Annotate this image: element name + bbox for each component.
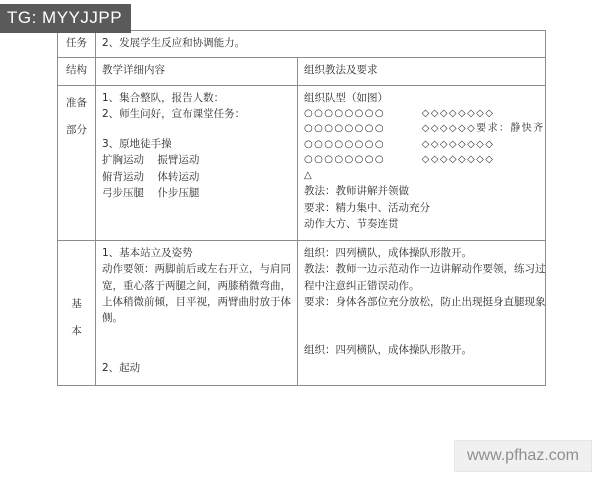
row-label-line: 部分	[66, 123, 87, 136]
formation-row: ○○○○○○○○ ◇◇◇◇◇◇◇◇	[304, 107, 495, 119]
text-line: 2、师生问好，宣布课堂任务：	[102, 107, 246, 120]
text-line: 俯背运动 体转运动	[102, 170, 200, 183]
text-line: 上体稍微前倾，目平视，两臂曲肘放于体	[102, 295, 291, 308]
preparation-method-cell	[298, 85, 546, 241]
main-method-cell	[298, 241, 546, 386]
spacer-line	[102, 122, 291, 136]
spacer-line	[304, 326, 539, 342]
text-line: 扩胸运动 振臂运动	[102, 154, 200, 167]
text-line: 动作要领：两脚前后或左右开立，与肩同	[102, 263, 291, 276]
text-line: 侧。	[102, 312, 123, 325]
text-line: 教法：教师讲解并领做	[304, 185, 409, 198]
row-label-cell-main	[58, 241, 96, 386]
text-line: 要求：身体各部位充分放松，防止出现挺身直腿现象	[304, 295, 546, 308]
text-line: 教法：教师一边示范动作一边讲解动作要领，练习过	[304, 263, 546, 276]
formation-row: ○○○○○○○○ ◇◇◇◇◇◇◇◇	[304, 138, 495, 150]
main-content-cell	[96, 241, 298, 386]
row-label-preparation	[60, 90, 93, 145]
text-line: 弓步压腿 仆步压腿	[102, 186, 200, 199]
row-label-cell	[58, 31, 96, 58]
spacer-line	[304, 310, 539, 326]
preparation-content-cell	[96, 85, 298, 241]
text-line: 组织队型（如图）	[304, 91, 388, 104]
table-header-row	[58, 58, 546, 85]
row-content-cell	[96, 31, 546, 58]
text-line: 宽，重心落于两腿之间，两膝稍微弯曲，	[102, 279, 291, 292]
formation-row: ○○○○○○○○ ◇◇◇◇◇◇要求：静快齐	[304, 123, 545, 135]
row-label: 任务	[66, 37, 87, 49]
row-label-line: 基	[71, 298, 82, 311]
column-header-structure: 结构	[66, 64, 87, 77]
table-row-main	[58, 241, 546, 386]
text-line: 程中注意纠正错误动作。	[304, 279, 420, 292]
text-line: 3、原地徒手操	[102, 138, 172, 151]
text-line: 1、集合整队，报告人数：	[102, 91, 225, 104]
spacer-line	[102, 326, 291, 360]
text-line: 动作大方、节奏连贯	[304, 217, 399, 230]
row-label-line: 本	[71, 325, 82, 338]
row-label-line: 准备	[66, 96, 87, 109]
formation-row: ○○○○○○○○ ◇◇◇◇◇◇◇◇	[304, 154, 495, 166]
text-line: 要求：精力集中、活动充分	[304, 201, 430, 214]
header-label-cell	[58, 58, 96, 85]
text-line: 1、基本站立及姿势	[102, 247, 193, 260]
text-line: 2、起动	[102, 362, 141, 375]
header-content-cell	[96, 58, 298, 85]
table-row-preparation	[58, 85, 546, 241]
row-label-main	[60, 245, 93, 346]
header-method-cell	[298, 58, 546, 85]
column-header-content: 教学详细内容	[102, 64, 165, 77]
text-line: 组织：四列横队，成体操队形散开。	[304, 344, 472, 357]
column-header-method: 组织教法及要求	[304, 64, 378, 77]
triangle-marker: △	[304, 169, 312, 181]
table-row	[58, 31, 546, 58]
tg-tag-badge: TG: MYYJJPP	[0, 4, 131, 33]
lesson-plan-table	[57, 30, 546, 386]
text-line: 组织：四列横队，成体操队形散开。	[304, 247, 472, 260]
text-line: 2、发展学生反应和协调能力。	[102, 37, 246, 49]
row-label-cell-preparation	[58, 85, 96, 241]
site-watermark: www.pfhaz.com	[454, 440, 592, 472]
